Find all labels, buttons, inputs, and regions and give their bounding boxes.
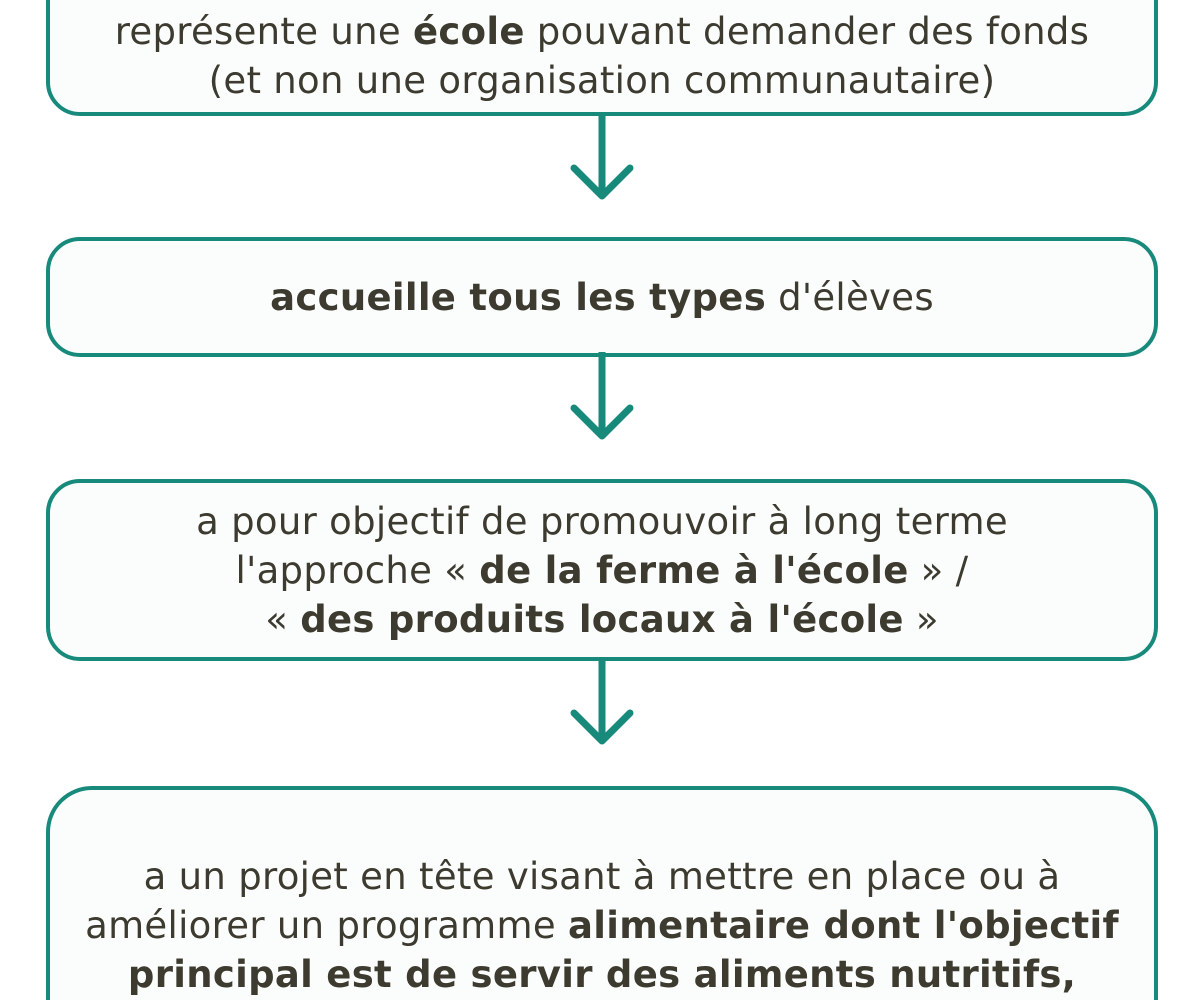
step-3-bold-farm: de la ferme à l'école: [479, 548, 909, 592]
step-2-line-1: accueille tous les types d'élèves: [270, 275, 934, 319]
down-arrow-icon: [566, 112, 638, 202]
step-box-school-eligibility: [46, 0, 1158, 116]
step-3-line-2: l'approche « de la ferme à l'école » /: [235, 548, 969, 592]
down-arrow-icon: [566, 352, 638, 442]
step-3-line-1: a pour objectif de promouvoir à long terme: [196, 499, 1008, 543]
step-2-bold: accueille tous les types: [270, 275, 767, 319]
step-1-line-2: (et non une organisation communautaire): [208, 59, 996, 102]
step-4-bold-nutritious: principal est de servir des aliments nutritifs,: [127, 953, 1077, 996]
step-4-line-1: a un projet en tête visant à mettre en place ou à: [143, 855, 1061, 898]
step-1-bold-school: école: [413, 10, 525, 53]
step-4-bold-program: alimentaire dont l'objectif: [568, 904, 1119, 947]
step-4-line-3: [128, 950, 1076, 999]
step-1-line-1: représente une école pouvant demander des fonds: [114, 10, 1090, 53]
step-3-line-3: « des produits locaux à l'école »: [265, 597, 939, 641]
step-box-farm-to-school: [46, 479, 1158, 661]
step-4-line-2: améliorer un programme alimentaire dont l'objectif: [85, 904, 1119, 947]
down-arrow-icon: [566, 657, 638, 747]
step-box-all-students: [46, 237, 1158, 357]
step-3-bold-local: des produits locaux à l'école: [300, 597, 904, 641]
step-box-food-program: [46, 786, 1158, 1000]
